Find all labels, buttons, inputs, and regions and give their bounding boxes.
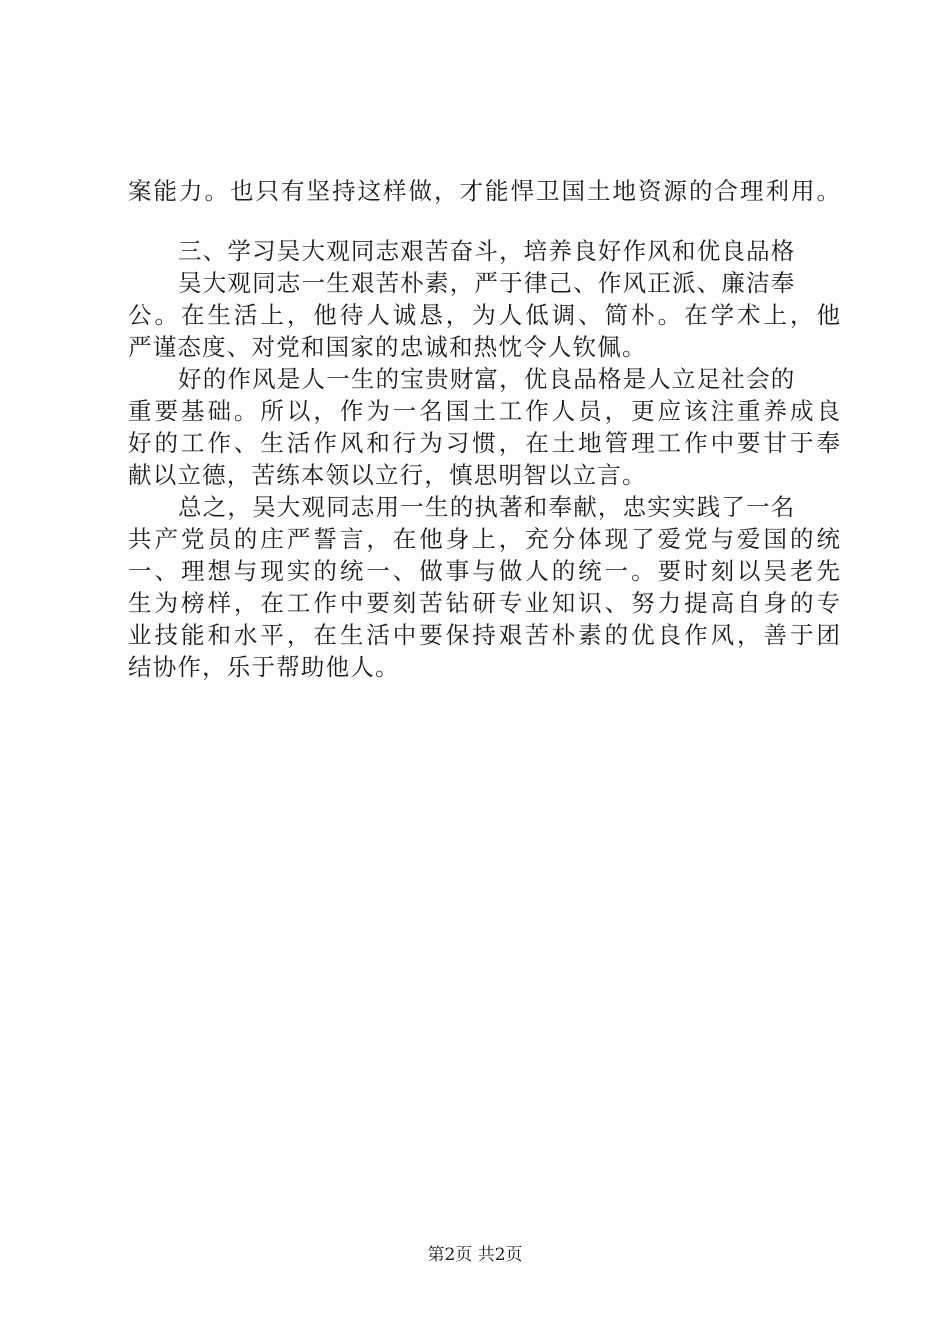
document-body xyxy=(128,175,840,683)
paragraph-line: 总之，吴大观同志用一生的执著和奉献，忠实实践了一名 xyxy=(178,493,796,521)
paragraph-line: 生为榜样，在工作中要刻苦钻研专业知识、努力提高自身的专 xyxy=(128,589,840,617)
paragraph xyxy=(128,491,840,683)
paragraph xyxy=(128,363,840,491)
paragraph-line: 吴大观同志一生艰苦朴素，严于律己、作风正派、廉洁奉 xyxy=(178,269,796,297)
paragraph-line: 一、理想与现实的统一、做事与做人的统一。要时刻以吴老先 xyxy=(128,557,840,585)
page-number: 第2页 共2页 xyxy=(427,1245,523,1265)
paragraph-line: 公。在生活上，他待人诚恳，为人低调、简朴。在学术上，他 xyxy=(128,301,840,329)
paragraph-line: 好的作风是人一生的宝贵财富，优良品格是人立足社会的 xyxy=(178,365,796,393)
paragraph-line: 严谨态度、对党和国家的忠诚和热忱令人钦佩。 xyxy=(128,333,647,361)
paragraph-line: 结协作，乐于帮助他人。 xyxy=(128,653,400,681)
section-heading: 三、学习吴大观同志艰苦奋斗，培养良好作风和优良品格 xyxy=(178,237,796,265)
paragraph xyxy=(128,267,840,363)
page-footer xyxy=(0,1244,950,1266)
paragraph-line: 业技能和水平，在生活中要保持艰苦朴素的优良作风，善于团 xyxy=(128,621,840,649)
paragraph-line: 献以立德，苦练本领以立行，慎思明智以立言。 xyxy=(128,461,647,489)
paragraph-line: 重要基础。所以，作为一名国土工作人员，更应该注重养成良 xyxy=(128,397,840,425)
paragraph-line: 共产党员的庄严誓言，在他身上，充分体现了爱党与爱国的统 xyxy=(128,525,840,553)
paragraph-line: 案能力。也只有坚持这样做，才能悍卫国土地资源的合理利用。 xyxy=(128,177,840,205)
paragraph-gap xyxy=(128,207,840,235)
paragraph-line: 好的工作、生活作风和行为习惯，在土地管理工作中要甘于奉 xyxy=(128,429,840,457)
